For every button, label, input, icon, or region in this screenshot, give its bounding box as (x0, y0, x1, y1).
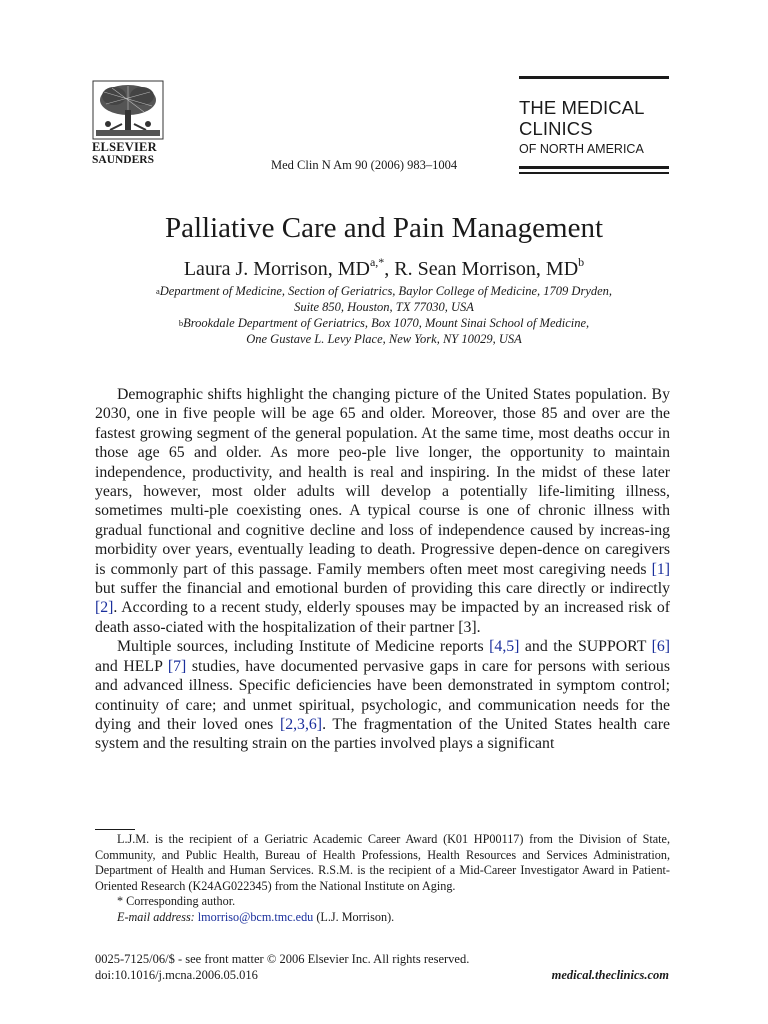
article-body (95, 385, 670, 754)
author-1: Laura J. Morrison, MD (183, 258, 370, 280)
affiliation-b-mark: b (178, 318, 184, 328)
corresponding-author-note: * Corresponding author. (117, 894, 236, 908)
article-title: Palliative Care and Pain Management (164, 212, 604, 244)
body-text: and HELP (95, 657, 168, 675)
author-separator: , (384, 258, 395, 280)
email-suffix: (L.J. Morrison). (313, 909, 395, 924)
elsevier-tree-icon (92, 80, 164, 140)
publisher-imprint: SAUNDERS (92, 154, 154, 166)
journal-rule-top (519, 76, 669, 79)
journal-rule-bottom-thin (519, 172, 669, 174)
author-2: R. Sean Morrison, MD (394, 258, 579, 280)
body-text: but suffer the financial and emotional burden of providing this care directly or indirectly (95, 580, 670, 598)
email-note (95, 910, 670, 926)
affiliation-a (100, 283, 668, 299)
body-text: . The fragmentation of the United States health care system and the resulting strain on the parties involved plays a significant (95, 715, 670, 753)
body-text: studies, have documented pervasive gaps in care for persons with serious and advanced illness. Specific deficiencies have been demonstrated in symptom control; continuity of care; and unmet spiritual, psychologic, and communication needs for the dying and their loved ones (95, 657, 670, 733)
reference-link[interactable]: [7] (167, 657, 187, 675)
body-paragraph-2 (95, 637, 670, 753)
copyright-line: 0025-7125/06/$ - see front matter © 2006 Elsevier Inc. All rights reserved. (95, 952, 470, 966)
journal-title-line2: CLINICS (519, 118, 593, 139)
journal-mark (519, 76, 669, 174)
email-label: E-mail address: (117, 909, 195, 924)
reference-link[interactable]: [1] (651, 560, 670, 578)
journal-rule-bottom (519, 166, 669, 169)
author-2-affil-mark: b (578, 255, 585, 269)
body-text: Multiple sources, including Institute of Medicine reports (117, 638, 490, 656)
reference-link[interactable]: [6] (651, 638, 670, 656)
affiliation-b-line1: Brookdale Department of Geriatrics, Box 1070, Mount Sinai School of Medicine, (183, 316, 590, 330)
affiliation-b-line2: One Gustave L. Levy Place, New York, NY 10029, USA (246, 332, 522, 346)
footnote-divider (95, 829, 135, 830)
body-paragraph-1 (95, 385, 670, 637)
journal-title-line1: THE MEDICAL (519, 97, 645, 118)
footnotes (95, 832, 670, 925)
funding-note: L.J.M. is the recipient of a Geriatric Academic Career Award (K01 HP00117) from the Division of State, Community, and Public Health, Bureau of Health Professions, Health Resources and Services Administration, Department of Health and Human Services. R.S.M. is the recipient of a Mid-Career Investigator Award in Patient-Oriented Research (K24AG022345) from the National Institute on Aging. (95, 832, 670, 893)
publisher-name: ELSEVIER (92, 140, 157, 154)
journal-citation: Med Clin N Am 90 (2006) 983–1004 (271, 158, 458, 172)
affiliation-b (100, 315, 668, 331)
affiliation-a-line2: Suite 850, Houston, TX 77030, USA (294, 300, 474, 314)
publisher-logo (92, 80, 172, 166)
affiliation-a-mark: a (155, 286, 160, 296)
body-text: Demographic shifts highlight the changing picture of the United States population. By 2030, one in five people will be age 65 and older. Moreover, those 85 and over are the fastest growing segment of the general population. At the same time, most deaths occur in those age 65 and older. As more peo-ple live longer, the opportunity to maintain independence, productivity, and health is real and inspiring. In the midst of these later years, however, most older adults will develop a potentially life-limiting illness, sometimes multi-ple coexisting ones. A typical course is one of chronic illness with gradual functional and cognitive decline and loss of independence caused by increas-ing morbidity over years, eventually leading to death. Progressive depen-dence on caregivers is commonly part of this passage. Family members often meet most caregiving needs (95, 386, 670, 578)
journal-website[interactable]: medical.theclinics.com (551, 968, 669, 982)
body-text: and the SUPPORT (519, 638, 652, 656)
doi-line: doi:10.1016/j.mcna.2006.05.016 (95, 968, 258, 982)
email-link[interactable]: lmorriso@bcm.tmc.edu (197, 909, 314, 924)
affiliations (100, 283, 668, 347)
journal-title-line3: OF NORTH AMERICA (519, 142, 644, 156)
reference-link[interactable]: [2] (95, 599, 114, 617)
author-line (0, 255, 768, 281)
reference-link[interactable]: [2,3,6] (279, 715, 323, 733)
body-text: . According to a recent study, elderly spouses may be impacted by an increased risk of death asso-ciated with the hospitalization of their partner [3]. (95, 599, 670, 636)
reference-link[interactable]: [4,5] (489, 638, 520, 656)
affiliation-a-line1: Department of Medicine, Section of Geriatrics, Baylor College of Medicine, 1709 Dryden, (159, 284, 613, 298)
author-1-affil-mark: a,* (369, 255, 385, 269)
